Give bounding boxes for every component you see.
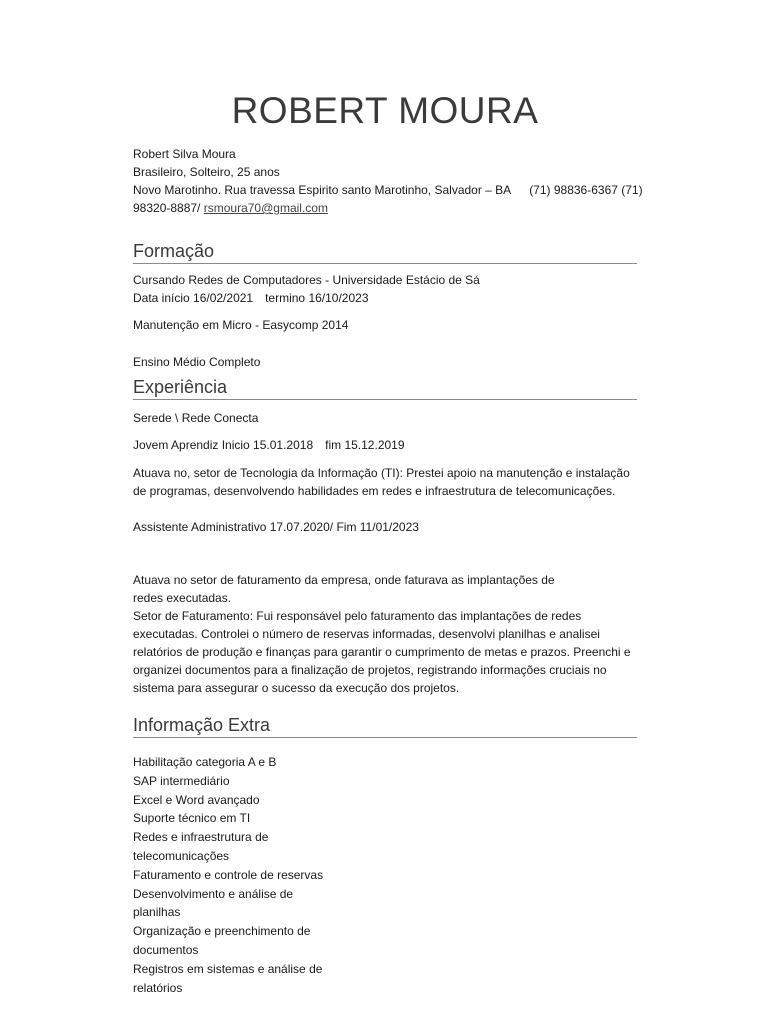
extra-item: Organização e preenchimento de documentos [133, 924, 311, 957]
contact-block [133, 145, 643, 217]
experiencia-role-2: Assistente Administrativo 17.07.2020/ Fim 11/01/2023 [133, 520, 419, 534]
address-line [133, 181, 643, 199]
role-1-start: Jovem Aprendiz Inicio 15.01.2018 [133, 438, 314, 452]
resume-name: ROBERT MOURA [231, 90, 539, 131]
role-2-description-1: Atuava no setor de faturamento da empresa, onde faturava as implantações de redes executadas. [133, 573, 555, 605]
extra-item: Habilitação categoria A e B [133, 755, 277, 769]
full-name: Robert Silva Moura [133, 147, 236, 161]
role-2-description-2: Setor de Faturamento: Fui responsável pelo faturamento das implantações de redes executadas. Controlei o número de reservas informadas, desenvolvi planilhas e analisei relatórios de produção e finanças para garantir o cumprimento de metas e prazos. Preenchi e organizei documentos para a finalização de projetos, registrando informações cruciais no sistema para assegurar o sucesso da execução dos projetos. [133, 609, 631, 695]
address: Novo Marotinho. Rua travessa Espirito santo Marotinho, Salvador – BA [133, 183, 512, 197]
formacao-start: Data início 16/02/2021 [133, 291, 254, 305]
extra-item: Faturamento e controle de reservas [133, 867, 324, 882]
section-title-formacao: Formação [133, 241, 637, 264]
formacao-course-3: Ensino Médio Completo [133, 355, 261, 369]
experiencia-role-1 [133, 436, 405, 454]
personal-info: Brasileiro, Solteiro, 25 anos [133, 165, 280, 179]
email-link[interactable]: rsmoura70@gmail.com [203, 201, 328, 215]
phone-primary: (71) 98836-6367 (71) [529, 183, 643, 197]
extra-item: Redes e infraestrutura de telecomunicações [133, 830, 269, 863]
extra-item: Suporte técnico em TI [133, 811, 251, 826]
role-2-description [133, 571, 637, 697]
phone-email-line [133, 199, 643, 217]
section-title-experiencia: Experiência [133, 377, 637, 400]
extra-list [133, 753, 333, 997]
role-1-description: Atuava no, setor de Tecnologia da Informação (TI): Prestei apoio na manutenção e instalação de programas, desenvolvendo habilidades em redes e infraestrutura de telecomunicações. [133, 466, 630, 498]
phone-secondary: 98320-8887/ [133, 201, 201, 215]
extra-item: Desenvolvimento e análise de planilhas [133, 886, 294, 920]
experiencia-company: Serede \ Rede Conecta [133, 411, 259, 425]
formacao-block [133, 271, 480, 307]
section-title-extra: Informação Extra [133, 715, 637, 738]
formacao-course-2: Manutenção em Micro - Easycomp 2014 [133, 318, 349, 332]
extra-item: Registros em sistemas e análise de relatórios [133, 961, 323, 995]
role-1-end: fim 15.12.2019 [325, 438, 405, 452]
extra-item: SAP intermediário [133, 773, 230, 788]
extra-item: Excel e Word avançado [133, 792, 260, 807]
formacao-end: termino 16/10/2023 [265, 291, 369, 305]
formacao-dates [133, 289, 480, 307]
formacao-course: Cursando Redes de Computadores - Universidade Estácio de Sá [133, 273, 480, 287]
